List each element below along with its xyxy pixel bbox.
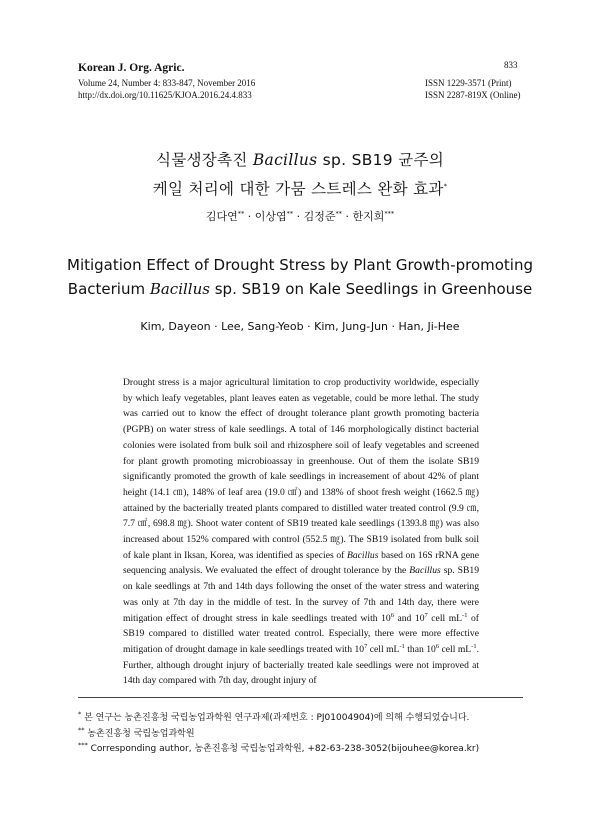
genus-name: Bacillus [252, 151, 318, 169]
korean-title [0, 146, 600, 204]
volume-line: Volume 24, Number 4: 833-847, November 2016 [78, 78, 256, 88]
footnote-corresponding: *** Corresponding author, 농촌진흥청 국립농업과학원, +82-63-238-3052(bijouhee@korea.kr) [78, 741, 480, 754]
footnote-funding: * 본 연구는 농촌진흥청 국립농업과학원 연구과제(과제번호 : PJ01004904)에 의해 수행되었습니다. [78, 710, 470, 723]
english-title-line2: Bacterium Bacillus sp. SB19 on Kale Seedlings in Greenhouse [67, 280, 533, 298]
abstract: Drought stress is a major agricultural limitation to crop productivity worldwide, especially by which leafy vegetables, plant leaves eaten as vegetable, could be more lethal. The study was carried out to know the effect of drought tolerance plant growth promoting bacteria (PGPB) on water stress of kale seedlings. A total of 146 morphologically distinct bacterial colonies were isolated from bulk soil and rhizosphere soil of leafy vegetables and screened for plant growth promoting microbioassay in greenhouse. Out of them the isolate SB19 significantly promoted the growth of kale seedlings in increasement of about 42% of plant height (14.1 ㎝), 148% of leaf area (19.0 ㎠) and 138% of shoot fresh weight (1662.5 ㎎) attained by the bacterially treated plants compared to distilled water treated control (9.9 ㎝, 7.7 ㎠, 698.8 ㎎). Shoot water content of SB19 treated kale seedlings (1393.8 ㎎) was also increased about 152% compared with control (552.5 ㎎). The SB19 isolated from bulk soil of kale plant in Iksan, Korea, was identified as species of Bacillus based on 16S rRNA gene sequencing analysis. We evaluated the effect of drought tolerance by the Bacillus sp. SB19 on kale seedlings at 7th and 14th days following the onset of the water stress and watering was only at 7th day in the middle of test. In the survey of 7th and 14th day, there were mitigation effect of drought stress in kale seedlings treated with $10^6$ and $10^7$ cell $mL^{-1}$ of SB19 compared to distilled water treated control. Especially, there were more effective mitigation of drought damage in kale seedlings treated with $10^7$ cell $mL^{-1}$ than $10^6$ cell $mL^{-1}$. Further, although drought injury of bacterially treated kale seedlings were not improved at 14th day compared with 7th day, drought injury of [123, 377, 480, 687]
korean-title-line2: 케일 처리에 대한 가뭄 스트레스 완화 효과* [152, 180, 448, 198]
page-number: 833 [504, 60, 518, 70]
journal-name: Korean J. Org. Agric. [78, 62, 185, 74]
english-authors: Kim, Dayeon · Lee, Sang-Yeob · Kim, Jung-Jun · Han, Ji-Hee [140, 320, 460, 333]
english-title [0, 253, 600, 301]
volume-info [78, 77, 255, 101]
doi-link[interactable]: http://dx.doi.org/10.11625/KJOA.2016.24.4.833 [78, 90, 252, 100]
footnotes [78, 711, 479, 758]
issn-online: ISSN 2287-819X (Online) [425, 90, 521, 100]
korean-authors: 김다연** · 이상엽** · 김정준** · 한지희*** [205, 209, 395, 223]
footnote-marker: * [443, 181, 448, 190]
footnote-divider [78, 697, 523, 698]
genus-name: Bacillus [149, 280, 210, 298]
footnote-affiliation: ** 농촌진흥청 국립농업과학원 [78, 725, 195, 739]
korean-title-line1: 식물생장촉진 Bacillus sp. SB19 균주의 [155, 151, 445, 169]
issn-info [425, 77, 521, 101]
issn-print: ISSN 1229-3571 (Print) [425, 78, 512, 88]
english-title-line1: Mitigation Effect of Drought Stress by Plant Growth-promoting [67, 256, 533, 274]
